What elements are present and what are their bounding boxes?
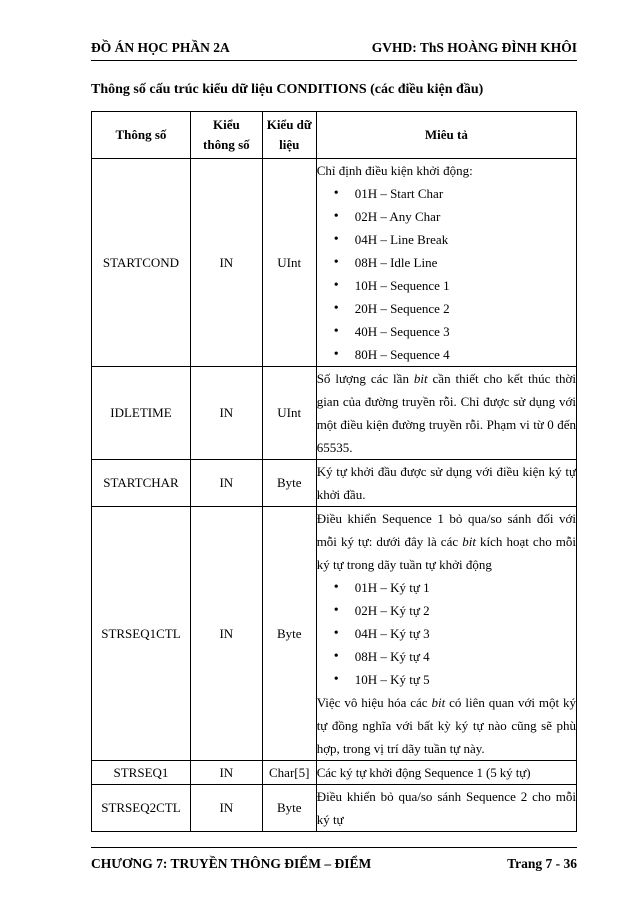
table-row	[92, 507, 577, 761]
cell-type: UInt	[262, 159, 316, 367]
cell-kind: IN	[190, 507, 262, 761]
header-data-type-line1: Kiểu dữ	[266, 117, 312, 132]
list-item: • 10H – Sequence 1	[317, 274, 576, 297]
list-item: • 02H – Any Char	[317, 205, 576, 228]
list-item: • 02H – Ký tự 2	[317, 599, 576, 622]
header-data-type-line2: liệu	[279, 137, 300, 152]
table-row	[92, 367, 577, 460]
cell-description	[316, 367, 576, 460]
section-title: Thông số cấu trúc kiểu dữ liệu CONDITIONS (các điều kiện đầu)	[91, 82, 484, 97]
page-header	[91, 38, 577, 61]
table-row	[92, 460, 577, 507]
cell-kind: IN	[190, 761, 262, 785]
list-item: • 40H – Sequence 3	[317, 320, 576, 343]
list-item: • 80H – Sequence 4	[317, 343, 576, 366]
list-item: • 01H – Start Char	[317, 182, 576, 205]
cell-type: Byte	[262, 460, 316, 507]
bullet-list	[317, 576, 576, 691]
cell-param: STARTCHAR	[92, 460, 191, 507]
description-text: Việc vô hiệu hóa các	[316, 695, 432, 710]
cell-type: Byte	[262, 507, 316, 761]
description-text: Số lượng các lần	[316, 371, 414, 386]
list-item: • 20H – Sequence 2	[317, 297, 576, 320]
description-text: Điều khiển Sequence 1 bỏ qua/so sánh đối với mỗi ký tự: dưới đây là các	[316, 511, 576, 549]
cell-kind: IN	[190, 367, 262, 460]
list-item: • 08H – Ký tự 4	[317, 645, 576, 668]
table-row	[92, 159, 577, 367]
description-text: cần thiết cho kết thúc thời gian của đường truyền rỗi. Chỉ được sử dụng với một điều kiện đường truyền rỗi. Phạm vi từ 0 đến 65535.	[316, 371, 576, 455]
cell-kind: IN	[190, 460, 262, 507]
list-item: • 08H – Idle Line	[317, 251, 576, 274]
description-text: kích hoạt cho mỗi ký tự trong dãy tuần tự khởi động	[316, 534, 576, 572]
header-data-type	[262, 112, 316, 159]
description-emphasis: bit	[413, 371, 428, 386]
header-param-kind-line1: Kiểu	[212, 117, 240, 132]
cell-description: Các ký tự khởi động Sequence 1 (5 ký tự)	[316, 761, 576, 785]
description-emphasis: bit	[431, 695, 446, 710]
cell-description: Ký tự khởi đầu được sử dụng với điều kiện ký tự khởi đầu.	[316, 460, 576, 507]
list-item: • 01H – Ký tự 1	[317, 576, 576, 599]
cell-type: UInt	[262, 367, 316, 460]
footer-page-number: Trang 7 - 36	[507, 856, 577, 871]
cell-description: Điều khiển bỏ qua/so sánh Sequence 2 cho mỗi ký tự	[316, 785, 576, 832]
cell-param: STRSEQ1CTL	[92, 507, 191, 761]
description-emphasis: bit	[462, 534, 476, 549]
table-row	[92, 785, 577, 832]
cell-kind: IN	[190, 159, 262, 367]
header-param-kind	[190, 112, 262, 159]
list-item: • 10H – Ký tự 5	[317, 668, 576, 691]
table-row	[92, 761, 577, 785]
page-footer	[91, 847, 577, 874]
cell-description	[316, 507, 576, 761]
description-intro	[317, 507, 576, 576]
header-param-kind-line2: thông số	[203, 137, 250, 152]
bullet-list	[317, 182, 576, 366]
cell-param: STRSEQ2CTL	[92, 785, 191, 832]
cell-description	[316, 159, 576, 367]
cell-kind: IN	[190, 785, 262, 832]
table-header-row	[92, 112, 577, 159]
cell-param: IDLETIME	[92, 367, 191, 460]
cell-type: Char[5]	[262, 761, 316, 785]
footer-chapter-title: CHƯƠNG 7: TRUYỀN THÔNG ĐIỂM – ĐIỂM	[91, 856, 372, 871]
cell-type: Byte	[262, 785, 316, 832]
description-intro: Chỉ định điều kiện khởi động:	[316, 163, 473, 178]
list-item: • 04H – Line Break	[317, 228, 576, 251]
cell-param: STARTCOND	[92, 159, 191, 367]
header-course-title: ĐỒ ÁN HỌC PHẦN 2A	[91, 40, 230, 55]
cell-param: STRSEQ1	[92, 761, 191, 785]
description-outro	[317, 691, 576, 760]
header-description: Miêu tả	[316, 112, 576, 159]
list-item: • 04H – Ký tự 3	[317, 622, 576, 645]
header-param: Thông số	[92, 112, 191, 159]
header-supervisor: GVHD: ThS HOÀNG ĐÌNH KHÔI	[371, 40, 577, 55]
description-text: có liên quan với một ký tự đồng nghĩa với bất kỳ ký tự nào cũng sẽ phù hợp, trong vị trí dãy tuần tự này.	[316, 695, 576, 756]
conditions-table	[91, 111, 577, 832]
